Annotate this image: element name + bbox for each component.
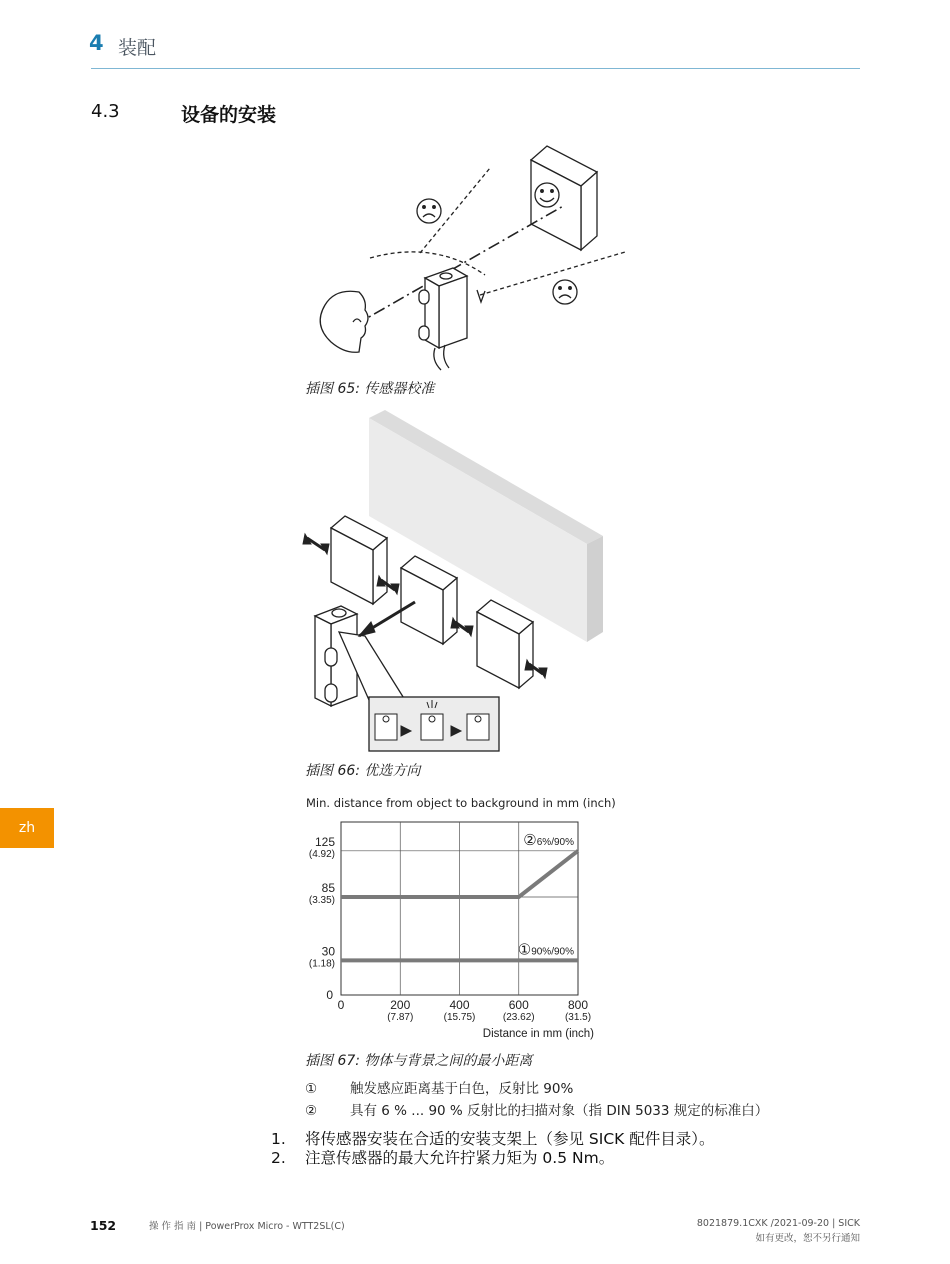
preferred-direction-illustration bbox=[295, 410, 615, 755]
chapter-number: 4 bbox=[89, 31, 104, 55]
x-axis-label: Distance in mm (inch) bbox=[482, 1028, 594, 1040]
header-divider bbox=[91, 68, 860, 69]
series-label: ①90%/90% bbox=[517, 941, 574, 959]
legend-marker: ① bbox=[305, 1081, 318, 1097]
step-text: 注意传感器的最大允许拧紧力矩为 0.5 Nm。 bbox=[305, 1149, 615, 1167]
legend-marker: ② bbox=[305, 1103, 318, 1119]
y-tick-label: 0 bbox=[326, 988, 333, 1002]
document-id: 8021879.1CXK /2021-09-20 | SICK bbox=[696, 1218, 860, 1229]
language-tab[interactable]: zh bbox=[0, 808, 54, 848]
x-tick-sublabel: (31.5) bbox=[564, 1012, 592, 1023]
x-tick-sublabel: (7.87) bbox=[387, 1012, 414, 1023]
legend-item-1 bbox=[305, 1077, 573, 1097]
section-title: 设备的安装 bbox=[181, 104, 277, 126]
step-text: 将传感器安装在合适的安装支架上（参见 SICK 配件目录）。 bbox=[305, 1130, 715, 1148]
sensor-alignment-illustration bbox=[295, 140, 645, 375]
x-tick-label: 600 bbox=[508, 998, 529, 1012]
x-tick-label: 200 bbox=[390, 998, 411, 1012]
x-tick-sublabel: (15.75) bbox=[443, 1012, 476, 1023]
figure-65-caption: 插图 65: 传感器校准 bbox=[305, 381, 435, 397]
step-2 bbox=[271, 1146, 614, 1168]
y-tick-label: 125 bbox=[314, 834, 335, 849]
x-tick-label: 800 bbox=[567, 998, 589, 1012]
series-label: ②6%/90% bbox=[523, 831, 574, 849]
legend-text: 触发感应距离基于白色，反射比 90% bbox=[350, 1081, 574, 1097]
min-distance-chart bbox=[295, 812, 605, 1047]
figure-66-caption: 插图 66: 优选方向 bbox=[305, 763, 421, 779]
y-tick-sublabel: (3.35) bbox=[308, 894, 335, 906]
y-tick-label: 30 bbox=[321, 944, 335, 959]
x-tick-label: 0 bbox=[337, 998, 345, 1012]
x-tick-label: 400 bbox=[449, 998, 470, 1012]
figure-67-caption: 插图 67: 物体与背景之间的最小距离 bbox=[305, 1053, 533, 1069]
change-notice: 如有更改，恕不另行通知 bbox=[755, 1233, 860, 1244]
page-number: 152 bbox=[90, 1218, 117, 1233]
chapter-title: 装配 bbox=[118, 37, 157, 59]
chart-title: Min. distance from object to background in mm (inch) bbox=[306, 796, 616, 810]
x-tick-sublabel: (23.62) bbox=[502, 1012, 535, 1023]
y-tick-label: 85 bbox=[321, 880, 335, 895]
step-number: 2. bbox=[271, 1149, 286, 1167]
y-tick-sublabel: (4.92) bbox=[308, 848, 335, 860]
section-number: 4.3 bbox=[91, 101, 120, 122]
step-number: 1. bbox=[271, 1130, 286, 1148]
legend-text: 具有 6 % ... 90 % 反射比的扫描对象（指 DIN 5033 规定的标准白） bbox=[350, 1103, 769, 1119]
legend-item-2 bbox=[305, 1099, 768, 1119]
document-info: 操 作 指 南 | PowerProx Micro - WTT2SL(C) bbox=[149, 1221, 345, 1232]
y-tick-sublabel: (1.18) bbox=[308, 958, 335, 970]
